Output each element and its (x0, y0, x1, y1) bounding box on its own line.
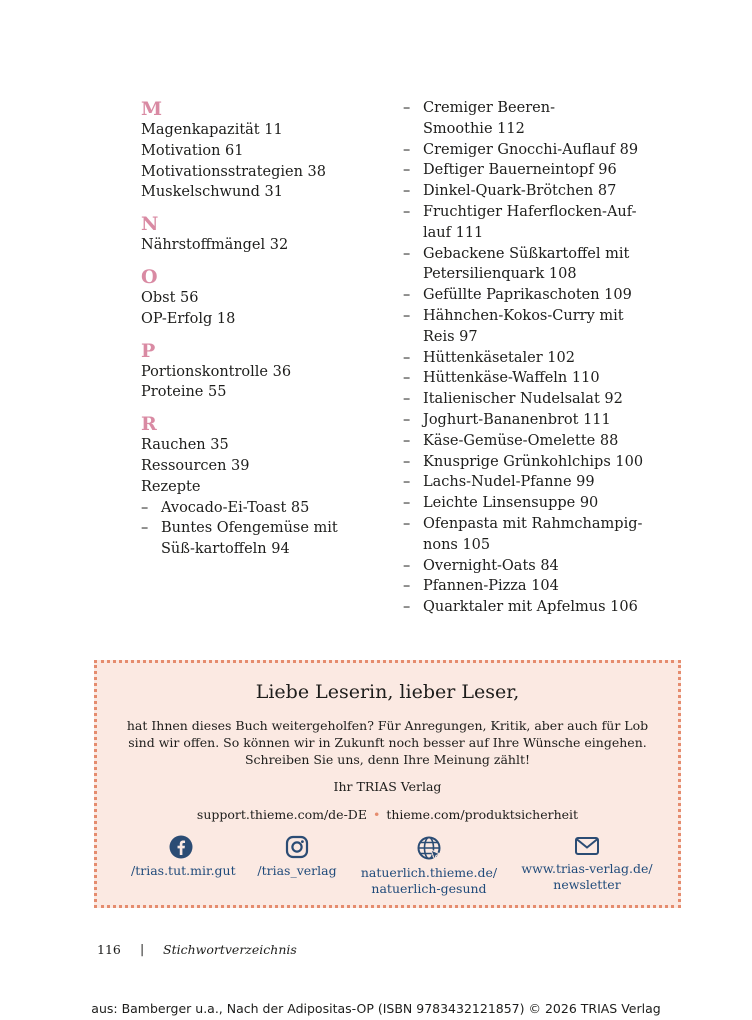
support-link[interactable]: support.thieme.com/de-DE (196, 807, 367, 822)
facebook-icon (169, 835, 193, 859)
index-subentry-text: Joghurt-Bananenbrot 111 (423, 411, 611, 428)
index-subentry-text: Hüttenkäsetaler 102 (423, 349, 575, 366)
index-subentry-text: Gebackene Süßkartoffel mit Petersilienquark 108 (423, 245, 630, 283)
dash: – (403, 203, 411, 220)
index-subentry (403, 431, 653, 452)
index-right-column (403, 98, 703, 618)
dash: – (403, 495, 411, 512)
dash: – (403, 141, 411, 158)
website-link[interactable] (359, 835, 499, 897)
dash: – (403, 100, 411, 116)
index-left-column (141, 98, 381, 570)
index-subentry-text: Käse-Gemüse-Omelette 88 (423, 432, 619, 449)
index-subentry (403, 472, 653, 493)
index-entry: Nährstoffmängel 32 (141, 237, 289, 254)
index-subentry-text: Deftiger Bauerneintopf 96 (423, 162, 617, 179)
social-label-line: natuerlich.thieme.de/ (360, 865, 498, 880)
index-subentry (403, 285, 653, 306)
dash: – (403, 287, 411, 304)
dash: – (403, 515, 411, 532)
index-entry: Motivationsstrategien 38 (141, 163, 327, 180)
social-links (97, 835, 678, 905)
index-group-n (141, 213, 381, 256)
copyright-credit: aus: Bamberger u.a., Nach der Adipositas-OP (ISBN 9783432121857) © 2026 TRIAS Verlag (91, 1001, 661, 1016)
dash: – (403, 578, 411, 595)
reader-feedback-box (94, 660, 681, 908)
index-subentry (403, 493, 653, 514)
social-label-line: natuerlich-gesund (371, 881, 487, 896)
index-letter: P (141, 339, 156, 362)
dash: – (403, 557, 411, 574)
index-subentry (403, 202, 653, 244)
dash: – (403, 391, 411, 408)
index-subentry (403, 514, 653, 556)
social-label: /trias_verlag (257, 863, 337, 878)
dash: – (403, 599, 411, 616)
index-subentry-text: Pfannen-Pizza 104 (423, 578, 559, 595)
index-group-p (141, 340, 381, 404)
box-signature: Ihr TRIAS Verlag (333, 779, 442, 794)
page-number: 116 (97, 942, 121, 957)
index-subentry (403, 98, 623, 140)
index-subentry-text: Lachs-Nudel-Pfanne 99 (423, 474, 595, 491)
globe-icon (416, 835, 442, 861)
index-entry: Ressourcen 39 (141, 457, 250, 474)
index-subentry (403, 160, 653, 181)
box-body: hat Ihnen dieses Buch weitergeholfen? Für Anregungen, Kritik, aber auch für Lob sind wir offen. So können wir in Zukunft noch besser auf Ihre Wünsche eingehen. Schreiben Sie uns, denn Ihre Meinung zählt! (126, 718, 649, 767)
index-letter: M (141, 98, 163, 120)
index-subentry-text: Knusprige Grünkohlchips 100 (423, 453, 644, 470)
index-subentry (403, 140, 653, 161)
index-subentry (403, 306, 653, 348)
index-subentry (403, 389, 653, 410)
index-entry: Obst 56 (141, 289, 199, 306)
index-entry: Portionskontrolle 36 (141, 363, 292, 380)
dash: – (403, 370, 411, 387)
dash: – (403, 245, 411, 262)
index-subentry-text: Buntes Ofengemüse mit Süß-kartoffeln 94 (161, 520, 338, 558)
section-title: Stichwortverzeichnis (163, 942, 297, 957)
index-letter: O (141, 265, 158, 288)
dash: – (141, 499, 149, 516)
social-label-line: www.trias-verlag.de/ (521, 861, 653, 876)
facebook-link[interactable] (131, 835, 236, 879)
index-subentry (403, 348, 653, 369)
index-subentry (403, 368, 653, 389)
newsletter-link[interactable] (517, 835, 657, 893)
index-letter: R (141, 413, 157, 436)
index-subentry-text: Hähnchen-Kokos-Curry mit Reis 97 (423, 307, 624, 345)
index-subentry-text: Dinkel-Quark-Brötchen 87 (423, 183, 617, 200)
dash: – (403, 162, 411, 179)
index-entry: Rauchen 35 (141, 437, 229, 454)
index-entry: Magenkapazität 11 (141, 122, 283, 138)
index-subentry (403, 556, 653, 577)
instagram-link[interactable] (247, 835, 347, 879)
product-safety-link[interactable]: thieme.com/produktsicherheit (386, 807, 579, 822)
index-entry: Motivation 61 (141, 142, 244, 159)
index-subentry (403, 181, 653, 202)
instagram-icon (285, 835, 309, 859)
footer-separator: | (140, 941, 145, 956)
index-subentry-text: Ofenpasta mit Rahmchampig-nons 105 (423, 515, 643, 553)
index-entry: Rezepte (141, 478, 201, 495)
index-subentry (141, 498, 381, 519)
index-entry: OP-Erfolg 18 (141, 310, 236, 327)
index-subentry-text: Hüttenkäse-Waffeln 110 (423, 370, 600, 387)
index-subentry (403, 576, 653, 597)
dash: – (141, 520, 149, 537)
index-group-m (141, 98, 381, 203)
dash: – (403, 432, 411, 449)
dash: – (403, 411, 411, 428)
index-entry: Proteine 55 (141, 384, 227, 401)
index-letter: N (141, 213, 159, 236)
index-subentry-text: Avocado-Ei-Toast 85 (161, 499, 310, 516)
index-subentry-text: Cremiger Beeren-Smoothie 112 (423, 100, 555, 137)
box-links (97, 807, 678, 823)
index-subentry (141, 518, 371, 560)
index-subentry (403, 410, 653, 431)
link-separator: • (372, 807, 381, 822)
index-subentry-text: Cremiger Gnocchi-Auflauf 89 (423, 141, 639, 158)
social-label: /trias.tut.mir.gut (131, 863, 236, 878)
index-subentry (403, 452, 653, 473)
dash: – (403, 474, 411, 491)
index-entry: Muskelschwund 31 (141, 184, 283, 201)
index-subentry-text: Overnight-Oats 84 (423, 557, 559, 574)
index-subentry-text: Fruchtiger Haferflocken-Auf-lauf 111 (423, 203, 637, 241)
index-group-o (141, 266, 381, 330)
dash: – (403, 349, 411, 366)
index-subentry-text: Quarktaler mit Apfelmus 106 (423, 599, 638, 616)
mail-icon (574, 835, 600, 857)
index-subentry-text: Leichte Linsensuppe 90 (423, 495, 599, 512)
index-subentry-text: Italienischer Nudelsalat 92 (423, 391, 623, 408)
box-title: Liebe Leserin, lieber Leser, (255, 681, 520, 703)
social-label-line: newsletter (553, 877, 621, 892)
index-subentry (403, 244, 653, 286)
dash: – (403, 453, 411, 470)
index-subentry-text: Gefüllte Paprikaschoten 109 (423, 287, 632, 304)
dash: – (403, 183, 411, 200)
index-group-r (141, 413, 381, 560)
index-subentry (403, 597, 653, 618)
dash: – (403, 307, 411, 324)
